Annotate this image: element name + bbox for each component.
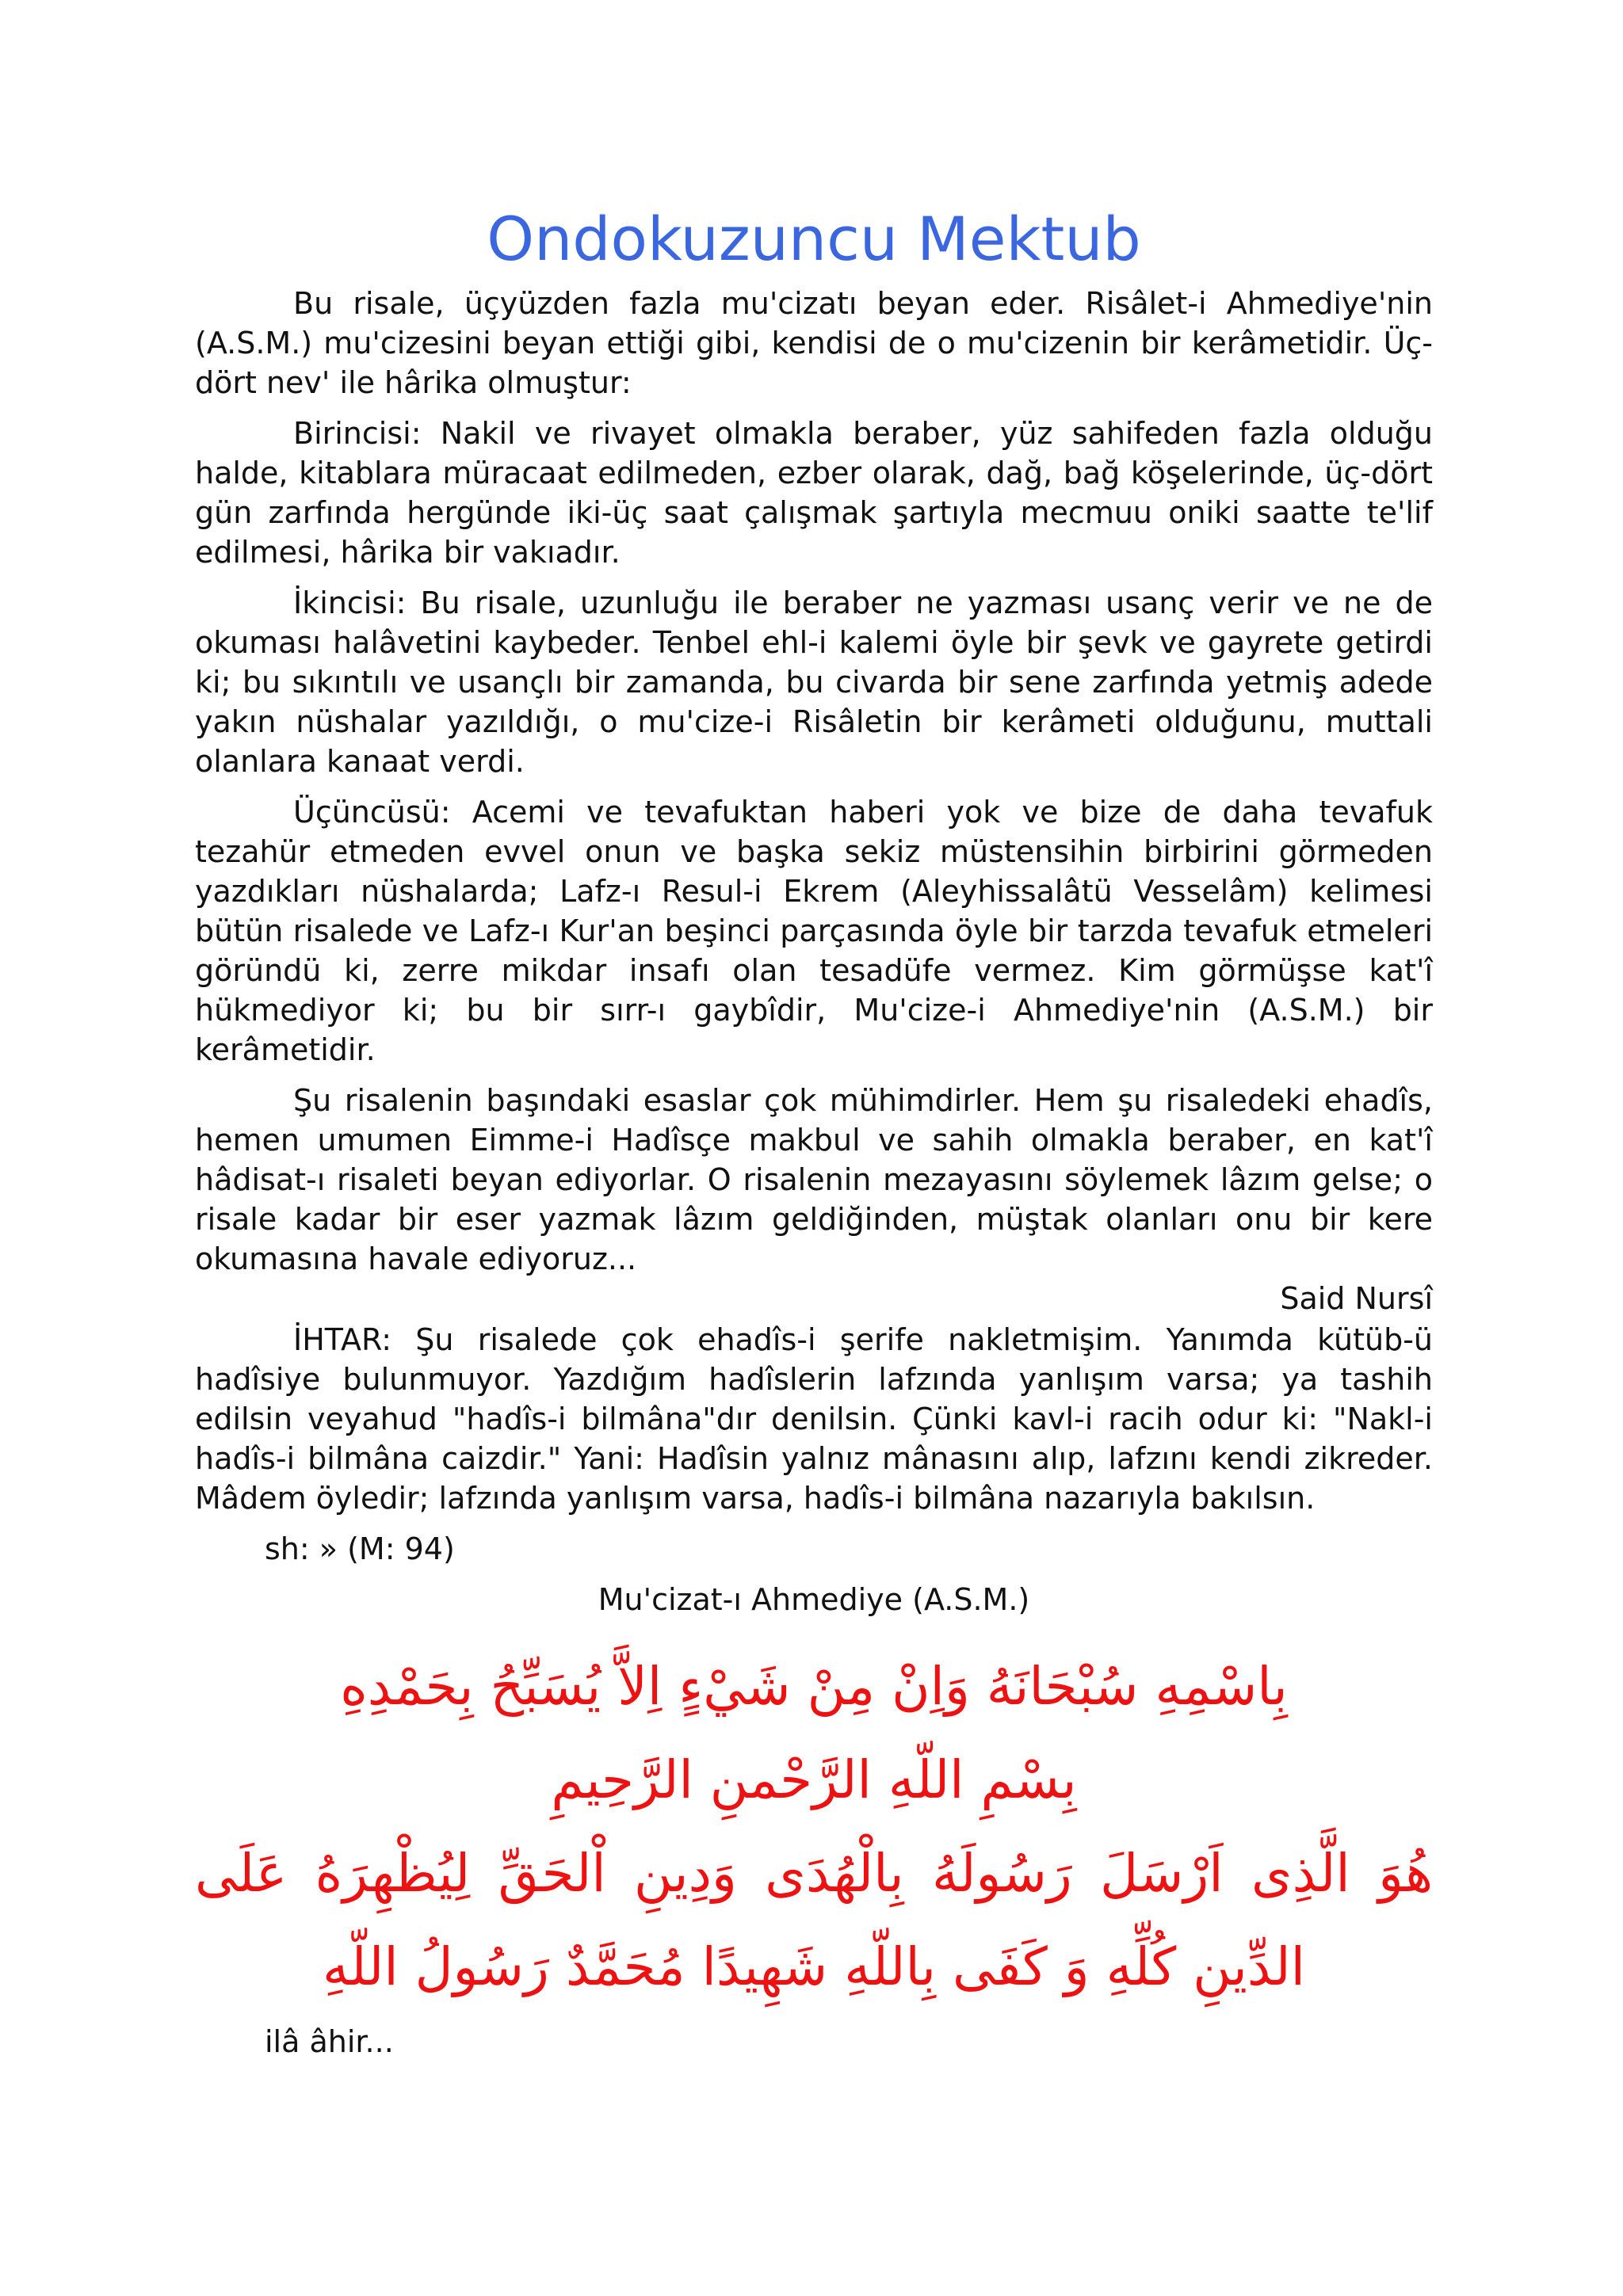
- paragraph-intro: Bu risale, üçyüzden fazla mu'cizatı beyan eder. Risâlet-i Ahmediye'nin (A.S.M.) mu'cizesini beyan ettiği gibi, kendisi de o mu'cizenin bir kerâmetidir. Üç-dört nev' ile hârika olmuştur:: [195, 286, 1433, 400]
- document-page: [195, 200, 1433, 2061]
- ending-text: ilâ âhir...: [265, 2024, 394, 2059]
- arabic-line-basmala: بِسْمِ اللّهِ الرَّحْمنِ الرَّحِيمِ: [551, 1749, 1077, 1810]
- arabic-verse: هُوَ الَّذِى اَرْسَلَ رَسُولَهُ بِالْهُدَى وَدِينِ اْلحَقِّ لِيُظْهِرَهُ عَلَى الدِّينِ كُلِّهِ وَ كَفَى بِاللّهِ شَهِيدًا مُحَمَّدٌ رَسُولُ اللّهِ: [195, 1843, 1433, 1997]
- section-subtitle: Mu'cizat-ı Ahmediye (A.S.M.): [598, 1582, 1030, 1617]
- paragraph-first: Birincisi: Nakil ve rivayet olmakla beraber, yüz sahifeden fazla olduğu halde, kitablara müracaat edilmeden, ezber olarak, dağ, bağ köşelerinde, üç-dört gün zarfında hergünde iki-üç saat çalışmak şartıyla mecmuu oniki saatte te'lif edilmesi, hârika bir vakıadır.: [195, 416, 1433, 570]
- page-title: Ondokuzuncu Mektub: [487, 204, 1141, 274]
- page-reference: sh: » (M: 94): [265, 1531, 455, 1566]
- signature: Said Nursî: [1280, 1281, 1433, 1316]
- warning-paragraph: İHTAR: Şu risalede çok ehadîs-i şerife nakletmişim. Yanımda kütüb-ü hadîsiye bulunmuyor. Yazdığım hadîslerin lafzında yanlışım varsa; ya tashih edilsin veyahud "hadîs-i bilmâna"dır denilsin. Çünki kavl-i racih odur ki: "Nakl-i hadîs-i bilmâna caizdir." Yani: Hadîsin yalnız mânasını alıp, lafzını kendi zikreder. Mâdem öyledir; lafzında yanlışım varsa, hadîs-i bilmâna nazarıyla bakılsın.: [195, 1322, 1433, 1516]
- arabic-line-bismihi: بِاسْمِهِ سُبْحَانَهُ وَاِنْ مِنْ شَيْءٍ اِلاَّ يُسَبِّحُ بِحَمْدِهِ: [340, 1656, 1288, 1717]
- paragraph-fourth: Şu risalenin başındaki esaslar çok mühimdirler. Hem şu risaledeki ehadîs, hemen umumen Eimme-i Hadîsçe makbul ve sahih olmakla beraber, en kat'î hâdisat-ı risaleti beyan ediyorlar. O risalenin mezayasını söylemek lâzım gelse; o risale kadar bir eser yazmak lâzım geldiğinden, müştak olanları onu bir kere okumasına havale ediyoruz...: [195, 1083, 1433, 1276]
- paragraph-second: İkincisi: Bu risale, uzunluğu ile beraber ne yazması usanç verir ve ne de okuması halâvetini kaybeder. Tenbel ehl-i kalemi öyle bir şevk ve gayrete getirdi ki; bu sıkıntılı ve usançlı bir zamanda, bu civarda bir sene zarfında yetmiş adede yakın nüshalar yazıldığı, o mu'cize-i Risâletin bir kerâmeti olduğunu, muttali olanlara kanaat verdi.: [195, 585, 1433, 779]
- paragraph-third: Üçüncüsü: Acemi ve tevafuktan haberi yok ve bize de daha tevafuk tezahür etmeden evvel onun ve başka sekiz müstensihin birbirini görmeden yazdıkları nüshalarda; Lafz-ı Resul-i Ekrem (Aleyhissalâtü Vesselâm) kelimesi bütün risalede ve Lafz-ı Kur'an beşinci parçasında öyle bir tarzda tevafuk etmeleri göründü ki, zerre mikdar insafı olan tesadüfe vermez. Kim görmüşse kat'î hükmediyor ki; bu bir sırr-ı gaybîdir, Mu'cize-i Ahmediye'nin (A.S.M.) bir kerâmetidir.: [195, 795, 1433, 1067]
